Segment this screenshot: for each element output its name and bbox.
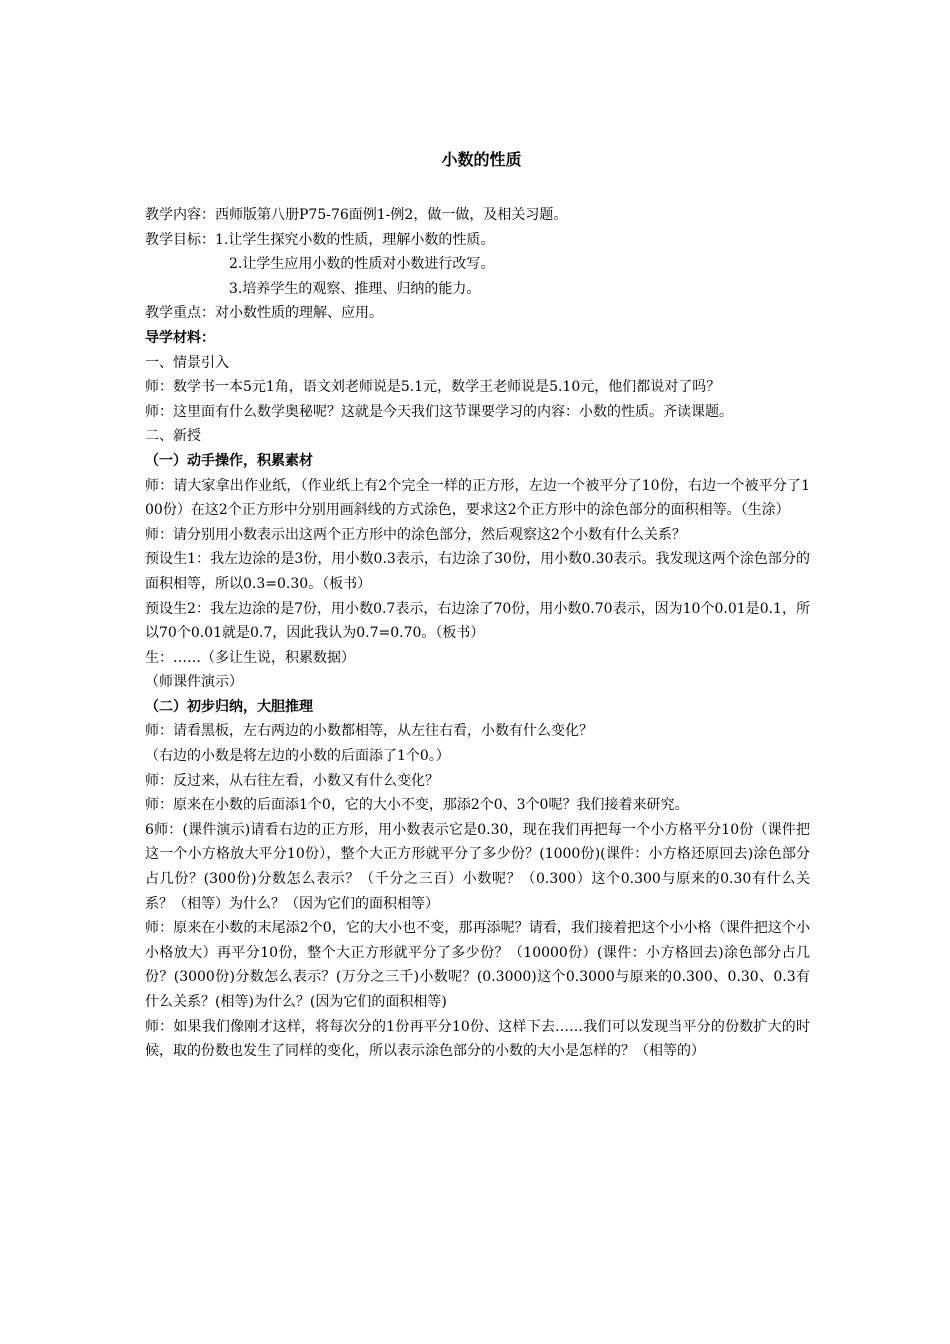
document-body <box>145 203 810 1064</box>
paragraph: 师：反过来，从右往左看，小数又有什么变化？ <box>145 772 439 789</box>
paragraph: 师：这里面有什么数学奥秘呢？这就是今天我们这节课要学习的内容：小数的性质。齐读课题。 <box>145 403 733 420</box>
paragraph: 师：如果我们像刚才这样，将每次分的1份再平分10份、这样下去……我们可以发现当平分的份数扩大的时候，取的份数也发生了同样的变化，所以表示涂色部分的小数的大小是怎样的？（相等的） <box>145 1018 810 1060</box>
paragraph: 教学重点：对小数性质的理解、应用。 <box>145 305 383 322</box>
paragraph: 生：……（多让生说，积累数据） <box>145 649 355 666</box>
paragraph: （右边的小数是将左边的小数的后面添了1个0。） <box>145 748 450 765</box>
paragraph: 二、新授 <box>145 428 201 445</box>
paragraph: 预设生1：我左边涂的是3份，用小数0.3表示，右边涂了30份，用小数0.30表示。我发现这两个涂色部分的面积相等，所以0.3=0.30。（板书） <box>145 551 810 592</box>
paragraph: 2.让学生应用小数的性质对小数进行改写。 <box>229 256 495 273</box>
paragraph: 一、情景引入 <box>145 354 229 371</box>
paragraph: （师课件演示） <box>145 674 243 691</box>
section-heading: 导学材料： <box>145 329 215 346</box>
document-title: 小数的性质 <box>441 150 522 169</box>
section-heading: （一）动手操作，积累素材 <box>145 452 313 469</box>
paragraph: 师：原来在小数的后面添1个0，它的大小不变，那添2个0、3个0呢？我们接着来研究。 <box>145 797 689 814</box>
paragraph: 师：请分别用小数表示出这两个正方形中的涂色部分，然后观察这2个小数有什么关系？ <box>145 526 686 543</box>
paragraph: 师：请看黑板，左右两边的小数都相等，从左往右看，小数有什么变化？ <box>145 723 593 740</box>
paragraph: 教学内容：西师版第八册P75-76面例1-例2，做一做，及相关习题。 <box>145 207 568 223</box>
paragraph: 教学目标：1.让学生探究小数的性质，理解小数的性质。 <box>145 231 495 248</box>
paragraph: 预设生2：我左边涂的是7份，用小数0.7表示，右边涂了70份，用小数0.70表示，因为10个0.01是0.1，所以70个0.01就是0.7，因此我认为0.7=0.70。（板书） <box>145 600 810 642</box>
paragraph: 师：原来在小数的末尾添2个0，它的大小也不变，那再添呢？请看，我们接着把这个小小格（课件把这个小小格放大）再平分10份，整个大正方形就平分了多少份？（10000份）(课件：小方格回去)涂色部分占几份？(3000份)分数怎么表示？(万分之三千)小数呢？(0.3000)这个0.3000与原来的0.300、0.30、0.3有什么关系？(相等)为什么？(因为它们的面积相等) <box>145 920 810 1010</box>
paragraph: 3.培养学生的观察、推理、归纳的能力。 <box>229 280 481 297</box>
document-page <box>145 148 810 1064</box>
paragraph: 师：请大家拿出作业纸，（作业纸上有2个完全一样的正方形，左边一个被平分了10份，右边一个被平分了100份）在这2个正方形中分别用画斜线的方式涂色，要求这2个正方形中的涂色部分的面积相等。（生涂） <box>145 477 810 519</box>
paragraph: 师：数学书一本5元1角，语文刘老师说是5.1元，数学王老师说是5.10元，他们都说对了吗？ <box>145 379 721 396</box>
paragraph: 6师：(课件演示)请看右边的正方形，用小数表示它是0.30，现在我们再把每一个小方格平分10份（课件把这一个小方格放大平分10份），整个大正方形就平分了多少份？(1000份)(课件：小方格还原回去)涂色部分占几份？(300份)分数怎么表示？（千分之三百）小数呢？（0.300）这个0.300与原来的0.30有什么关系？（相等）为什么？（因为它们的面积相等） <box>145 821 810 912</box>
section-heading: （二）初步归纳，大胆推理 <box>145 698 313 715</box>
